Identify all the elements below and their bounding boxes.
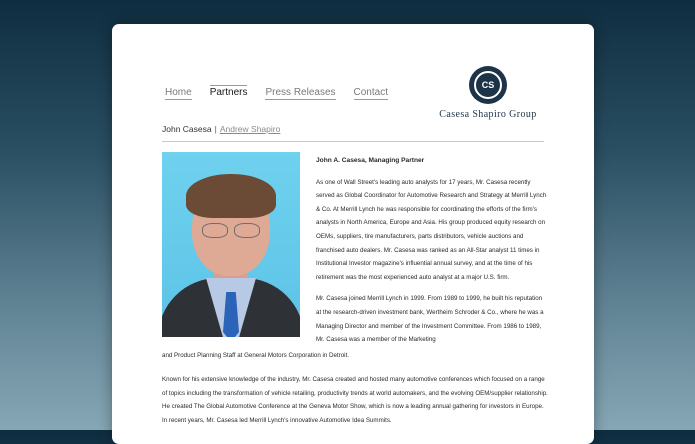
bio-title: John A. Casesa, Managing Partner — [316, 157, 425, 164]
content-panel — [112, 24, 594, 444]
nav-home-link[interactable]: Home — [165, 87, 192, 98]
subnav-andrew-shapiro-link[interactable]: Andrew Shapiro — [219, 124, 281, 134]
bio-paragraph-2a: Mr. Casesa joined Merrill Lynch in 1999. From 1989 to 1999, he built his reputation at the research-driven investment bank, Wertheim Schroder & Co., where he was a Managing Director and member of the Investment Committee. From 1986 to 1989, Mr. Casesa was a member of the Marketing — [316, 295, 544, 344]
bio-paragraph-3: Known for his extensive knowledge of the industry, Mr. Casesa created and hosted many automotive conferences which focused on a range of topics including the transformation of vehicle retailing, productivity trends at world automakers, and the evolving OEM/supplier relationship. He created The Global Automotive Conference at the Geneva Motor Show, which is now a leading annual gathering for investors in Europe. In recent years, Mr. Casesa led Merrill Lynch's innovative Automotive Idea Summits. — [162, 376, 548, 424]
portrait-hair — [186, 174, 276, 218]
partner-subnav — [162, 124, 280, 134]
partner-portrait — [162, 152, 300, 337]
portrait-glasses — [198, 223, 264, 237]
logo-monogram: CS — [474, 71, 502, 99]
header-divider — [162, 141, 544, 142]
subnav-current: John Casesa — [162, 124, 212, 134]
bio-column — [316, 154, 548, 355]
bio-paragraph-1: As one of Wall Street's leading auto analysts for 17 years, Mr. Casesa recently served as Global Coordinator for Automotive Research and Strategy at Merrill Lynch & Co. At Merrill Lynch he was responsible for coordinating the efforts of the firm's analysts in North America, Europe and Asia. His group produced equity research on OEMs, suppliers, tire manufacturers, parts distributors, vehicle auctions and franchised auto dealers. Mr. Casesa was ranked as an All-Star analyst 11 times in Institutional Investor magazine's influential annual survey, and at the time of his retirement was the most experienced auto analyst at a major U.S. firm. — [316, 178, 547, 281]
nav-contact-link[interactable]: Contact — [353, 87, 388, 98]
company-logo[interactable] — [428, 66, 548, 120]
nav-partners-link[interactable]: Partners — [209, 87, 248, 98]
main-nav — [165, 87, 406, 100]
logo-emblem — [469, 66, 507, 104]
subnav-separator: | — [214, 124, 217, 134]
nav-press-releases-link[interactable]: Press Releases — [265, 87, 336, 98]
bio-paragraph-2b: and Product Planning Staff at General Motors Corporation in Detroit. — [162, 352, 349, 359]
logo-wordmark: Casesa Shapiro Group — [439, 109, 537, 120]
